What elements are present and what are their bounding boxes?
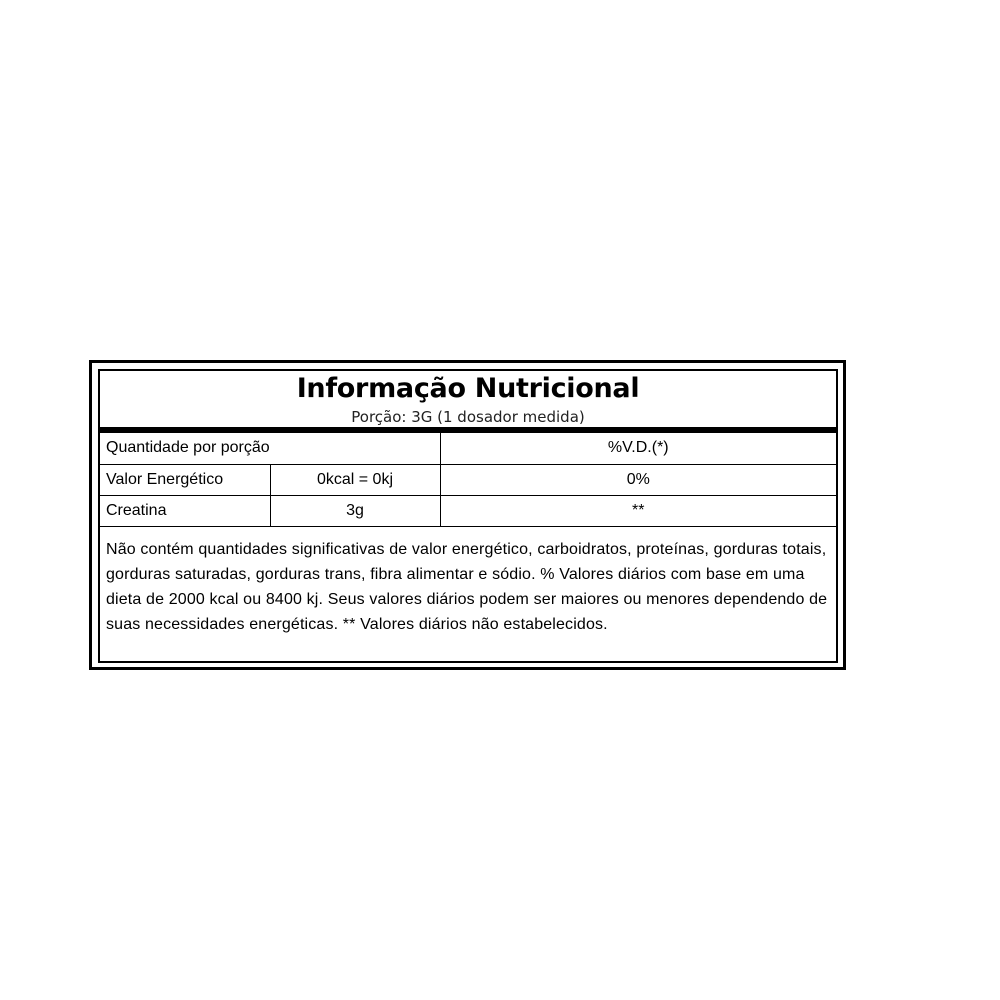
table-row [100, 495, 836, 526]
table-row [100, 464, 836, 495]
label-title: Informação Nutricional [296, 373, 640, 404]
nutrition-table [100, 433, 836, 527]
quantity-header: Quantidade por porção [100, 433, 440, 464]
nutrition-label [98, 369, 838, 663]
vd-header: %V.D.(*) [440, 433, 836, 464]
label-header [100, 371, 836, 433]
table-header-row [100, 433, 836, 464]
footnote: Não contém quantidades significativas de valor energético, carboidratos, proteínas, gorduras totais, gorduras saturadas, gorduras trans, fibra alimentar e sódio. % Valores diários com base em uma dieta de 2000 kcal ou 8400 kj. Seus valores diários podem ser maiores ou menores dependendo de suas necessidades energéticas. ** Valores diários não estabelecidos. [106, 541, 828, 633]
nutrient-vd: 0% [440, 464, 836, 495]
nutrient-name: Valor Energético [100, 464, 270, 495]
portion-size: Porção: 3G (1 dosador medida) [351, 408, 585, 426]
nutrient-amount: 0kcal = 0kj [270, 464, 440, 495]
nutrient-amount: 3g [270, 495, 440, 526]
nutrient-name: Creatina [100, 495, 270, 526]
nutrient-vd: ** [440, 495, 836, 526]
